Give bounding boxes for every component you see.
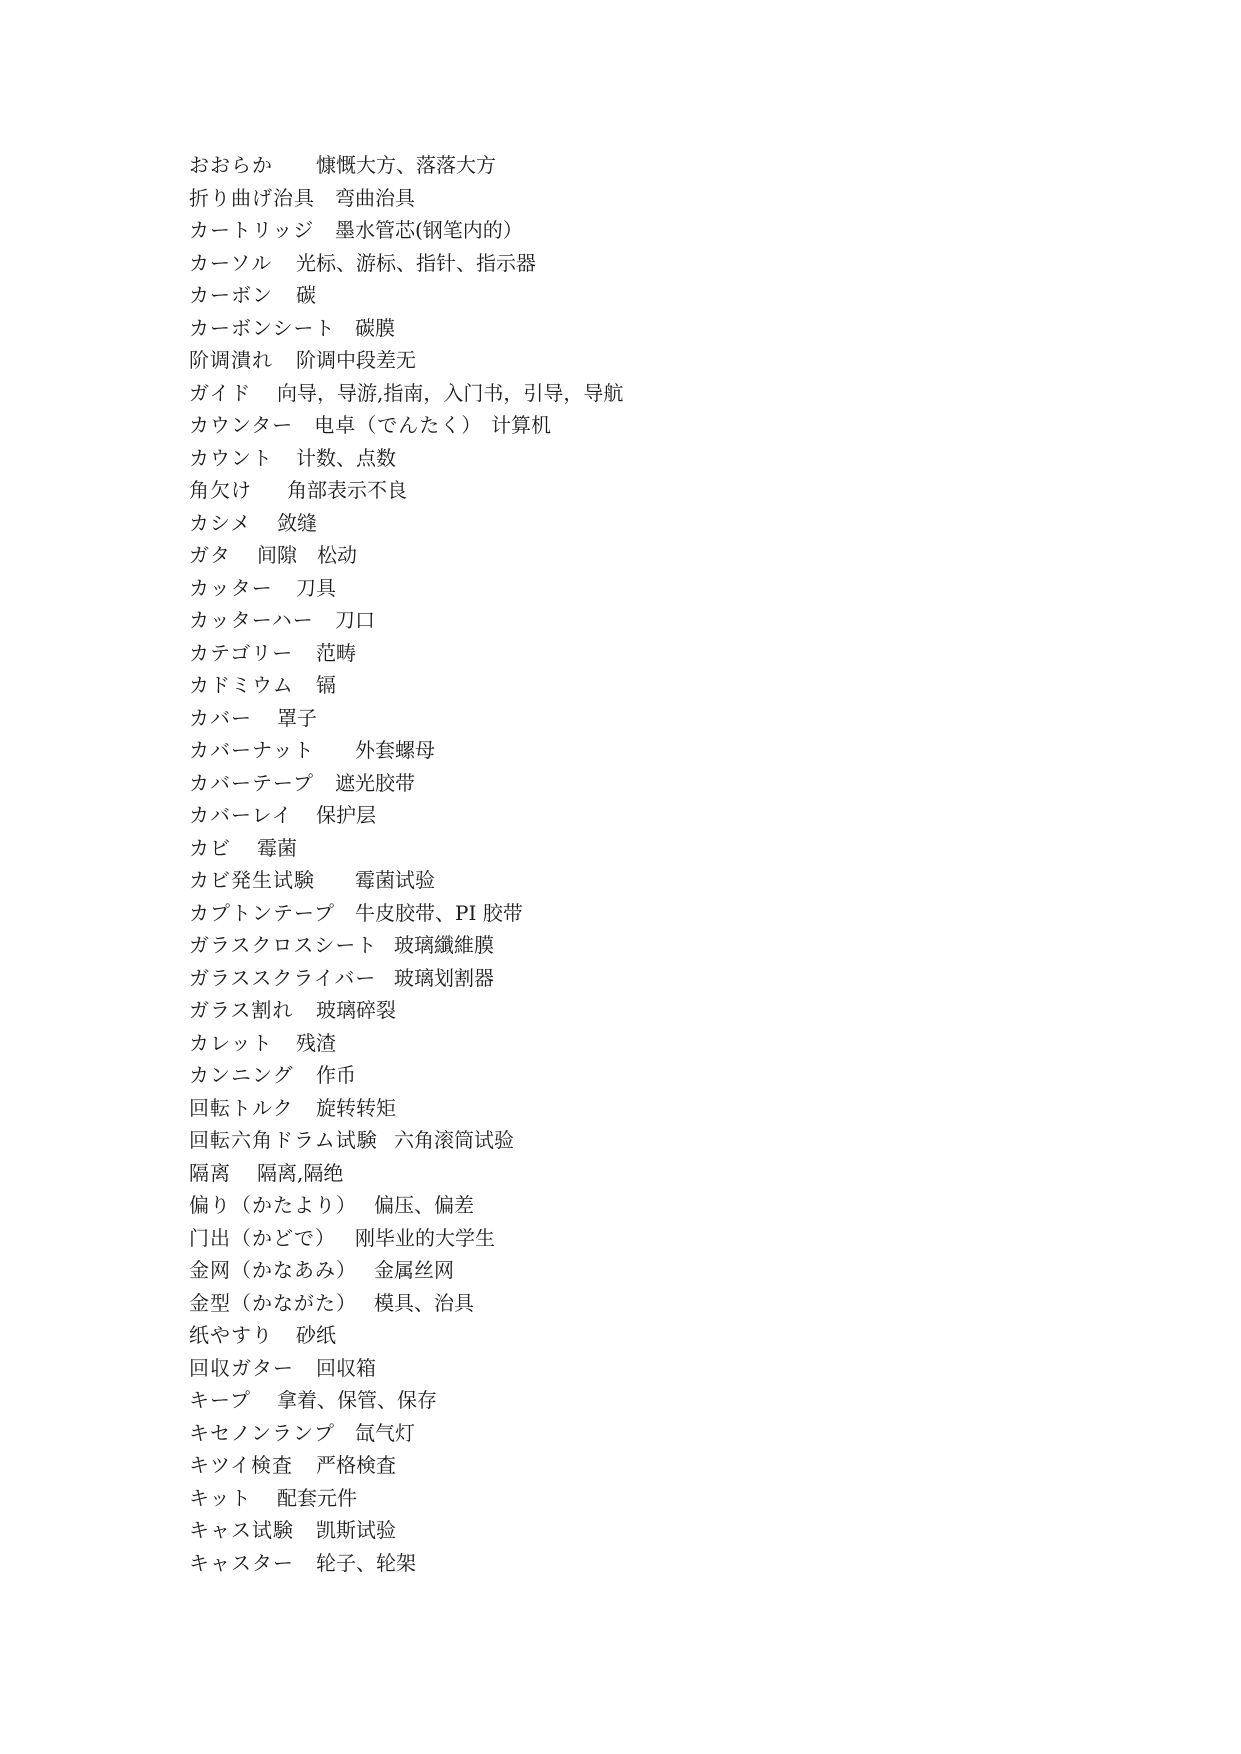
term-japanese: カビ xyxy=(189,835,231,860)
term-meaning: 拿着、保管、保存 xyxy=(277,1388,437,1412)
term-japanese: ガラススクライバー xyxy=(189,965,377,990)
term-meaning: 凯斯试验 xyxy=(316,1518,396,1542)
list-item xyxy=(189,1222,1089,1255)
term-meaning: 外套螺母 xyxy=(355,738,435,762)
list-item xyxy=(189,442,1089,475)
list-item xyxy=(189,1059,1089,1092)
term-japanese: カレット xyxy=(189,1030,273,1055)
term-meaning: 轮子、轮架 xyxy=(316,1550,416,1575)
list-item xyxy=(189,767,1089,800)
term-meaning: 玻璃纖維膜 xyxy=(394,933,494,957)
term-japanese: カバーナット xyxy=(189,738,315,762)
term-japanese: 隔离 xyxy=(189,1160,231,1185)
term-meaning: 砂纸 xyxy=(296,1323,336,1347)
term-japanese: 金网（かなあみ） xyxy=(189,1258,357,1282)
term-japanese: ガラスクロスシート xyxy=(189,933,378,957)
term-meaning: 计数、点数 xyxy=(296,445,396,470)
list-item xyxy=(189,214,1089,247)
term-meaning: 刚毕业的大学生 xyxy=(355,1225,495,1250)
term-japanese: カバーテープ xyxy=(189,770,314,795)
term-japanese: キャスター xyxy=(189,1550,294,1575)
term-japanese: カシメ xyxy=(189,510,252,535)
term-meaning: 作币 xyxy=(316,1063,356,1087)
term-meaning: 慷慨大方、落落大方 xyxy=(316,153,496,177)
term-japanese: 回転六角ドラム试験 xyxy=(189,1128,378,1152)
list-item xyxy=(189,507,1089,540)
term-japanese: カートリッジ xyxy=(189,218,315,242)
term-japanese: カバーレイ xyxy=(189,803,293,827)
term-meaning: 刀具 xyxy=(296,575,336,600)
term-meaning: 刀口 xyxy=(335,608,375,632)
term-japanese: カウント xyxy=(189,445,273,470)
term-meaning: 光标、游标、指针、指示器 xyxy=(296,250,536,275)
term-japanese: 门出（かどで） xyxy=(189,1225,336,1250)
list-item xyxy=(189,1319,1089,1352)
term-meaning: 间隙 松动 xyxy=(257,543,357,567)
list-item xyxy=(189,344,1089,377)
list-item xyxy=(189,377,1089,410)
term-japanese: おおらか xyxy=(189,153,273,177)
term-japanese: キツイ検査 xyxy=(189,1453,293,1477)
list-item xyxy=(189,962,1089,995)
term-japanese: キープ xyxy=(189,1388,251,1412)
term-japanese: 纸やすり xyxy=(189,1323,273,1347)
term-meaning: 角部表示不良 xyxy=(287,478,407,502)
list-item xyxy=(189,1254,1089,1287)
term-meaning: 墨水管芯(钢笔内的） xyxy=(335,218,523,242)
list-item xyxy=(189,312,1089,345)
list-item xyxy=(189,864,1089,897)
list-item xyxy=(189,1092,1089,1125)
list-item xyxy=(189,897,1089,930)
term-meaning: 镉 xyxy=(316,673,336,697)
list-item xyxy=(189,669,1089,702)
list-item xyxy=(189,929,1089,962)
term-japanese: キット xyxy=(189,1485,252,1510)
term-japanese: カッターハー xyxy=(189,608,314,632)
term-japanese: 回転トルク xyxy=(189,1095,294,1120)
term-meaning: 敛缝 xyxy=(277,510,317,535)
term-meaning: 碳膜 xyxy=(355,315,395,340)
list-item xyxy=(189,734,1089,767)
term-japanese: 阶调潰れ xyxy=(189,348,273,372)
term-meaning: 氙气灯 xyxy=(355,1420,415,1445)
term-japanese: カーボンシート xyxy=(189,315,336,340)
list-item xyxy=(189,604,1089,637)
term-meaning: 玻璃碎裂 xyxy=(316,998,396,1022)
term-japanese: カンニング xyxy=(189,1063,294,1087)
term-japanese: カプトンテープ xyxy=(189,900,335,925)
term-japanese: ガラス割れ xyxy=(189,998,294,1022)
list-item xyxy=(189,1124,1089,1157)
term-japanese: 回収ガター xyxy=(189,1355,294,1380)
term-japanese: ガタ xyxy=(189,543,231,567)
list-item xyxy=(189,279,1089,312)
term-meaning: 金属丝网 xyxy=(374,1258,454,1282)
list-item xyxy=(189,1027,1089,1060)
list-item xyxy=(189,637,1089,670)
term-meaning: 霉菌 xyxy=(257,835,297,860)
term-japanese: カーソル xyxy=(189,250,273,275)
term-meaning: 保护层 xyxy=(316,803,376,827)
list-item xyxy=(189,1417,1089,1450)
list-item xyxy=(189,1384,1089,1417)
term-japanese: カテゴリー xyxy=(189,640,294,665)
term-japanese: キセノンランプ xyxy=(189,1420,335,1445)
term-meaning: 偏压、偏差 xyxy=(374,1193,474,1217)
term-meaning: 碳 xyxy=(296,283,316,307)
term-meaning: 霉菌试验 xyxy=(355,868,435,892)
term-japanese: カッター xyxy=(189,575,273,600)
term-japanese: カドミウム xyxy=(189,673,294,697)
list-item xyxy=(189,1514,1089,1547)
term-meaning: 阶调中段差无 xyxy=(296,348,416,372)
list-item xyxy=(189,1352,1089,1385)
term-meaning: 隔离,隔绝 xyxy=(257,1160,344,1185)
term-japanese: 折り曲げ治具 xyxy=(189,185,315,210)
term-meaning: 严格検査 xyxy=(316,1453,396,1477)
term-meaning: 弯曲治具 xyxy=(335,185,415,210)
list-item xyxy=(189,474,1089,507)
glossary-list xyxy=(189,149,1089,1579)
list-item xyxy=(189,702,1089,735)
term-meaning: 回収箱 xyxy=(316,1355,376,1380)
term-japanese: カーボン xyxy=(189,283,273,307)
term-meaning: 遮光胶带 xyxy=(335,770,415,795)
term-meaning: 残渣 xyxy=(296,1030,336,1055)
term-japanese: キャス试験 xyxy=(189,1518,294,1542)
list-item xyxy=(189,799,1089,832)
list-item xyxy=(189,1189,1089,1222)
term-japanese: 角欠け xyxy=(189,478,252,502)
term-meaning: 向导，导游,指南，入门书，引导，导航 xyxy=(277,380,624,405)
list-item xyxy=(189,994,1089,1027)
list-item xyxy=(189,1547,1089,1580)
list-item xyxy=(189,149,1089,182)
list-item xyxy=(189,1482,1089,1515)
term-japanese: 偏り（かたより） xyxy=(189,1193,357,1217)
term-meaning: 配套元件 xyxy=(277,1485,357,1510)
term-meaning: 罩子 xyxy=(277,705,317,730)
term-japanese: カウンター 电卓（でんたく） xyxy=(189,413,483,437)
term-meaning: 玻璃划割器 xyxy=(394,965,494,990)
list-item xyxy=(189,832,1089,865)
list-item xyxy=(189,1287,1089,1320)
term-meaning: 模具、治具 xyxy=(374,1290,474,1315)
term-meaning: 范畴 xyxy=(316,640,356,665)
term-japanese: ガイド xyxy=(189,380,252,405)
term-meaning: 计算机 xyxy=(491,413,551,437)
list-item xyxy=(189,1157,1089,1190)
term-japanese: 金型（かながた） xyxy=(189,1290,357,1315)
term-meaning: 牛皮胶带、PI 胶带 xyxy=(355,900,523,925)
list-item xyxy=(189,572,1089,605)
term-japanese: カバー xyxy=(189,705,252,730)
list-item xyxy=(189,182,1089,215)
term-japanese: カビ発生试験 xyxy=(189,868,315,892)
term-meaning: 六角滚筒试验 xyxy=(394,1128,514,1152)
list-item xyxy=(189,1449,1089,1482)
term-meaning: 旋转转矩 xyxy=(316,1095,396,1120)
list-item xyxy=(189,409,1089,442)
list-item xyxy=(189,247,1089,280)
list-item xyxy=(189,539,1089,572)
